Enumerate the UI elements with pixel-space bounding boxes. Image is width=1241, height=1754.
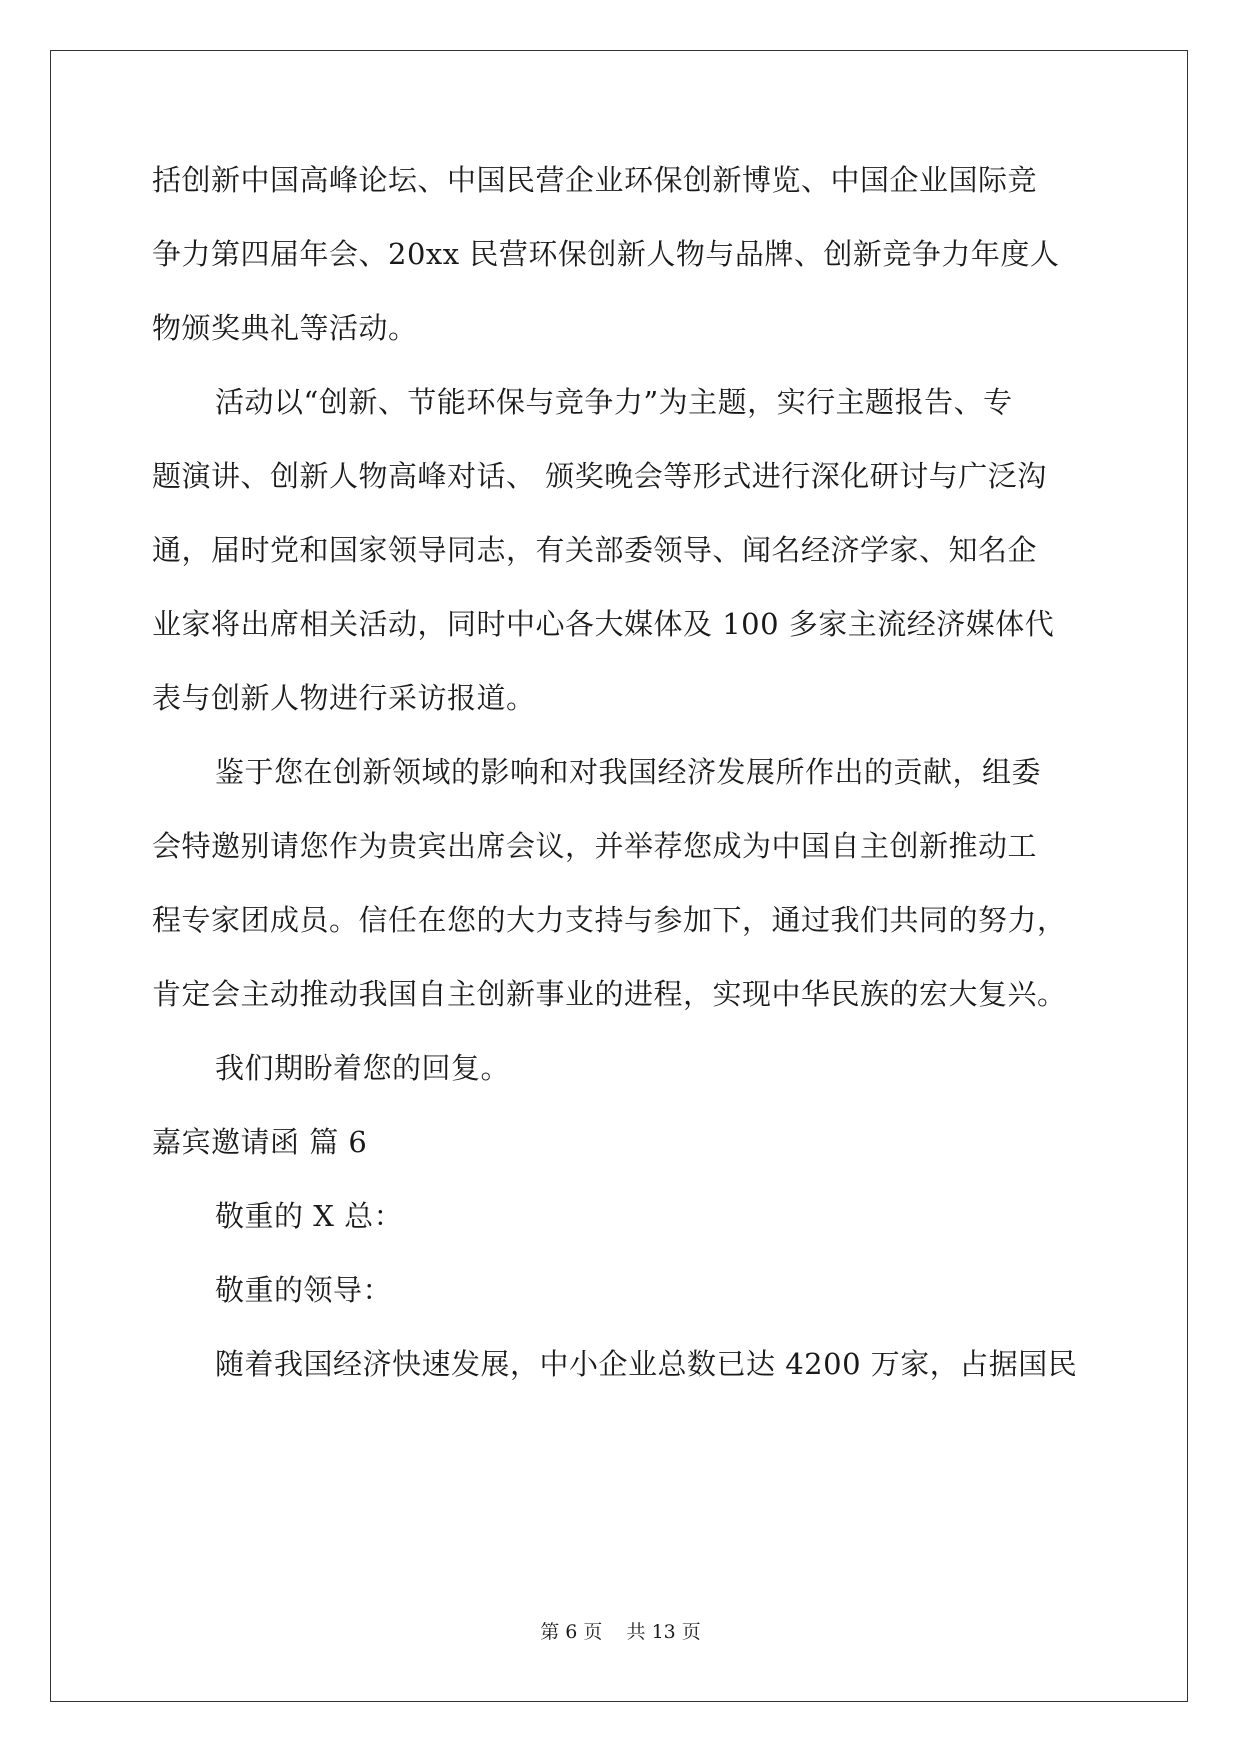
paragraph-start-line: 随着我国经济快速发展，中小企业总数已达 4200 万家，占据国民	[215, 1347, 1078, 1381]
text-line: 争力第四届年会、20xx 民营环保创新人物与品牌、创新竞争力年度人	[152, 237, 1060, 271]
text-line: 肯定会主动推动我国自主创新事业的进程，实现中华民族的宏大复兴。	[152, 977, 1067, 1011]
text-line: 业家将出席相关活动，同时中心各大媒体及 100 多家主流经济媒体代	[152, 607, 1055, 641]
page-number-footer: 第 6 页 共 13 页	[540, 1621, 701, 1643]
text-line: 题演讲、创新人物高峰对话、 颁奖晚会等形式进行深化研讨与广泛沟	[152, 459, 1047, 493]
salutation-line: 敬重的 X 总：	[215, 1199, 404, 1233]
paragraph-start-line: 活动以“创新、节能环保与竞争力”为主题，实行主题报告、专	[215, 385, 1013, 419]
salutation-line: 敬重的领导：	[215, 1273, 393, 1307]
paragraph-start-line: 鉴于您在创新领域的影响和对我国经济发展所作出的贡献，组委	[215, 755, 1042, 789]
text-line: 表与创新人物进行采访报道。	[152, 681, 536, 715]
text-line: 程专家团成员。信任在您的大力支持与参加下，通过我们共同的努力，	[152, 903, 1067, 937]
text-line: 通，届时党和国家领导同志，有关部委领导、闻名经济学家、知名企	[152, 533, 1038, 567]
text-line: 括创新中国高峰论坛、中国民营企业环保创新博览、中国企业国际竞	[152, 163, 1038, 197]
page-frame	[50, 50, 1188, 1702]
text-line: 会特邀别请您作为贵宾出席会议，并举荐您成为中国自主创新推动工	[152, 829, 1038, 863]
section-heading: 嘉宾邀请函 篇 6	[152, 1125, 368, 1159]
text-line: 物颁奖典礼等活动。	[152, 311, 418, 345]
paragraph-start-line: 我们期盼着您的回复。	[215, 1051, 511, 1085]
